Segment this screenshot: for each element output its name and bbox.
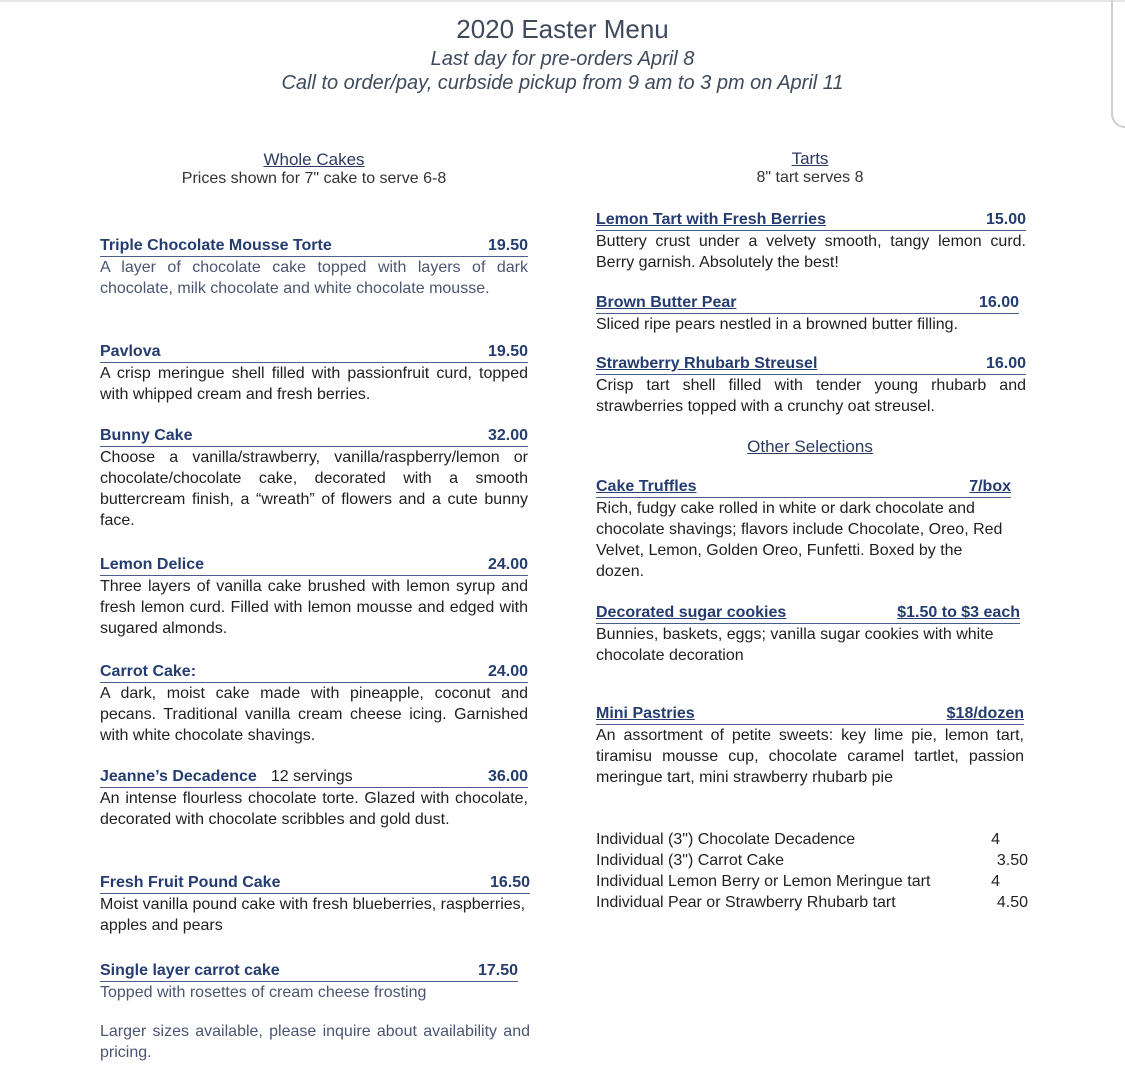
item-price: 24.00 — [487, 663, 528, 680]
page-title: 2020 Easter Menu — [456, 14, 669, 44]
item-name: Brown Butter Pear — [596, 294, 737, 311]
item-name: Cake Truffles — [596, 478, 697, 495]
menu-item — [100, 342, 528, 405]
item-price: 19.50 — [487, 237, 528, 254]
individual-item-name: Individual (3") Carrot Cake — [596, 852, 784, 869]
item-description: Topped with rosettes of cream cheese frosting — [100, 984, 427, 1001]
menu-item — [596, 293, 1019, 335]
item-servings: 12 servings — [270, 768, 353, 785]
menu-item — [596, 354, 1026, 417]
item-description: Moist vanilla pound cake with fresh blueberries, raspberries, apples and pears — [100, 896, 526, 934]
item-description: An intense flourless chocolate torte. Glazed with chocolate, decorated with chocolate scribbles and gold dust. — [100, 790, 528, 828]
menu-item — [100, 767, 528, 830]
menu-item — [596, 477, 1011, 582]
preorder-deadline: Last day for pre-orders April 8 — [430, 48, 695, 70]
item-description: A layer of chocolate cake topped with layers of dark chocolate, milk chocolate and white chocolate mousse. — [100, 259, 528, 297]
individual-item-price: 3.50 — [996, 852, 1028, 869]
item-price: 16.00 — [978, 294, 1019, 311]
list-item — [596, 850, 1028, 871]
item-price: 15.00 — [985, 211, 1026, 228]
top-border — [0, 0, 1125, 2]
item-price: 17.50 — [477, 962, 518, 979]
item-name: Carrot Cake: — [100, 663, 197, 680]
menu-item — [100, 555, 528, 639]
item-description: Rich, fudgy cake rolled in white or dark chocolate and chocolate shavings; flavors include Chocolate, Oreo, Red Velvet, Lemon, Golden Oreo, Funfetti. Boxed by the dozen. — [596, 500, 1003, 580]
item-price: $18/dozen — [946, 705, 1024, 722]
item-name: Fresh Fruit Pound Cake — [100, 874, 281, 891]
individual-item-price: 4 — [991, 831, 1000, 848]
item-name: Lemon Delice — [100, 556, 205, 573]
item-price: 36.00 — [487, 768, 528, 785]
item-price: 24.00 — [487, 556, 528, 573]
item-price: $1.50 to $3 each — [897, 604, 1020, 621]
item-name: Bunny Cake — [100, 427, 193, 444]
item-description: A dark, moist cake made with pineapple, coconut and pecans. Traditional vanilla cream cheese icing. Garnished with white chocolate shavings. — [100, 685, 528, 744]
tarts-heading: Tarts — [791, 149, 829, 168]
item-description: Crisp tart shell filled with tender young rhubarb and strawberries topped with a crunchy oat streusel. — [596, 377, 1026, 415]
individual-item-name: Individual Pear or Strawberry Rhubarb tart — [596, 894, 896, 911]
item-description: Choose a vanilla/strawberry, vanilla/raspberry/lemon or chocolate/chocolate cake, decorated with a smooth buttercream finish, a “wreath” of flowers and a cute bunny face. — [100, 449, 528, 529]
item-price: 7/box — [969, 478, 1011, 495]
individual-item-price: 4.50 — [996, 894, 1028, 911]
list-item — [596, 829, 1028, 850]
individual-items-list — [596, 829, 1028, 913]
menu-item — [100, 873, 530, 936]
item-price: 19.50 — [487, 343, 528, 360]
pickup-info: Call to order/pay, curbside pickup from 9 am to 3 pm on April 11 — [281, 72, 844, 94]
item-description: Bunnies, baskets, eggs; vanilla sugar cookies with white chocolate decoration — [596, 626, 994, 664]
item-name: Triple Chocolate Mousse Torte — [100, 237, 332, 254]
tarts-note: 8" tart serves 8 — [756, 169, 864, 186]
item-name: Lemon Tart with Fresh Berries — [596, 211, 826, 228]
item-name: Mini Pastries — [596, 705, 695, 722]
item-name: Jeanne’s Decadence — [100, 768, 257, 785]
menu-item — [596, 210, 1026, 273]
menu-item — [100, 236, 528, 299]
menu-item — [100, 961, 518, 1003]
whole-cakes-heading: Whole Cakes — [263, 150, 365, 169]
item-price: 16.00 — [985, 355, 1026, 372]
individual-item-price: 4 — [991, 873, 1000, 890]
item-name: Strawberry Rhubarb Streusel — [596, 355, 818, 372]
item-description: A crisp meringue shell filled with passionfruit curd, topped with whipped cream and fresh berries. — [100, 365, 528, 403]
item-description: Sliced ripe pears nestled in a browned butter filling. — [596, 316, 958, 333]
individual-item-name: Individual Lemon Berry or Lemon Meringue tart — [596, 873, 931, 890]
item-name: Single layer carrot cake — [100, 962, 280, 979]
item-name: Decorated sugar cookies — [596, 604, 787, 621]
whole-cakes-note: Prices shown for 7" cake to serve 6-8 — [181, 170, 447, 187]
other-selections-heading: Other Selections — [747, 437, 873, 456]
item-price: 16.50 — [489, 874, 530, 891]
item-description: An assortment of petite sweets: key lime pie, lemon tart, tiramisu mousse cup, chocolate caramel tartlet, passion meringue tart, mini strawberry rhubarb pie — [596, 727, 1024, 786]
item-description: Three layers of vanilla cake brushed with lemon syrup and fresh lemon curd. Filled with lemon mousse and edged with sugared almonds. — [100, 578, 528, 637]
menu-item — [100, 662, 528, 746]
tarts-header — [596, 149, 1024, 187]
list-item — [596, 871, 1028, 892]
menu-item — [596, 603, 1020, 666]
individual-item-name: Individual (3") Chocolate Decadence — [596, 831, 856, 848]
item-name: Pavlova — [100, 343, 161, 360]
menu-item — [100, 426, 528, 531]
menu-item — [596, 704, 1024, 788]
larger-sizes-note: Larger sizes available, please inquire about availability and pricing. — [100, 1023, 530, 1061]
list-item — [596, 892, 1028, 913]
item-price: 32.00 — [487, 427, 528, 444]
item-description: Buttery crust under a velvety smooth, tangy lemon curd. Berry garnish. Absolutely the best! — [596, 233, 1026, 271]
whole-cakes-header — [100, 150, 528, 188]
